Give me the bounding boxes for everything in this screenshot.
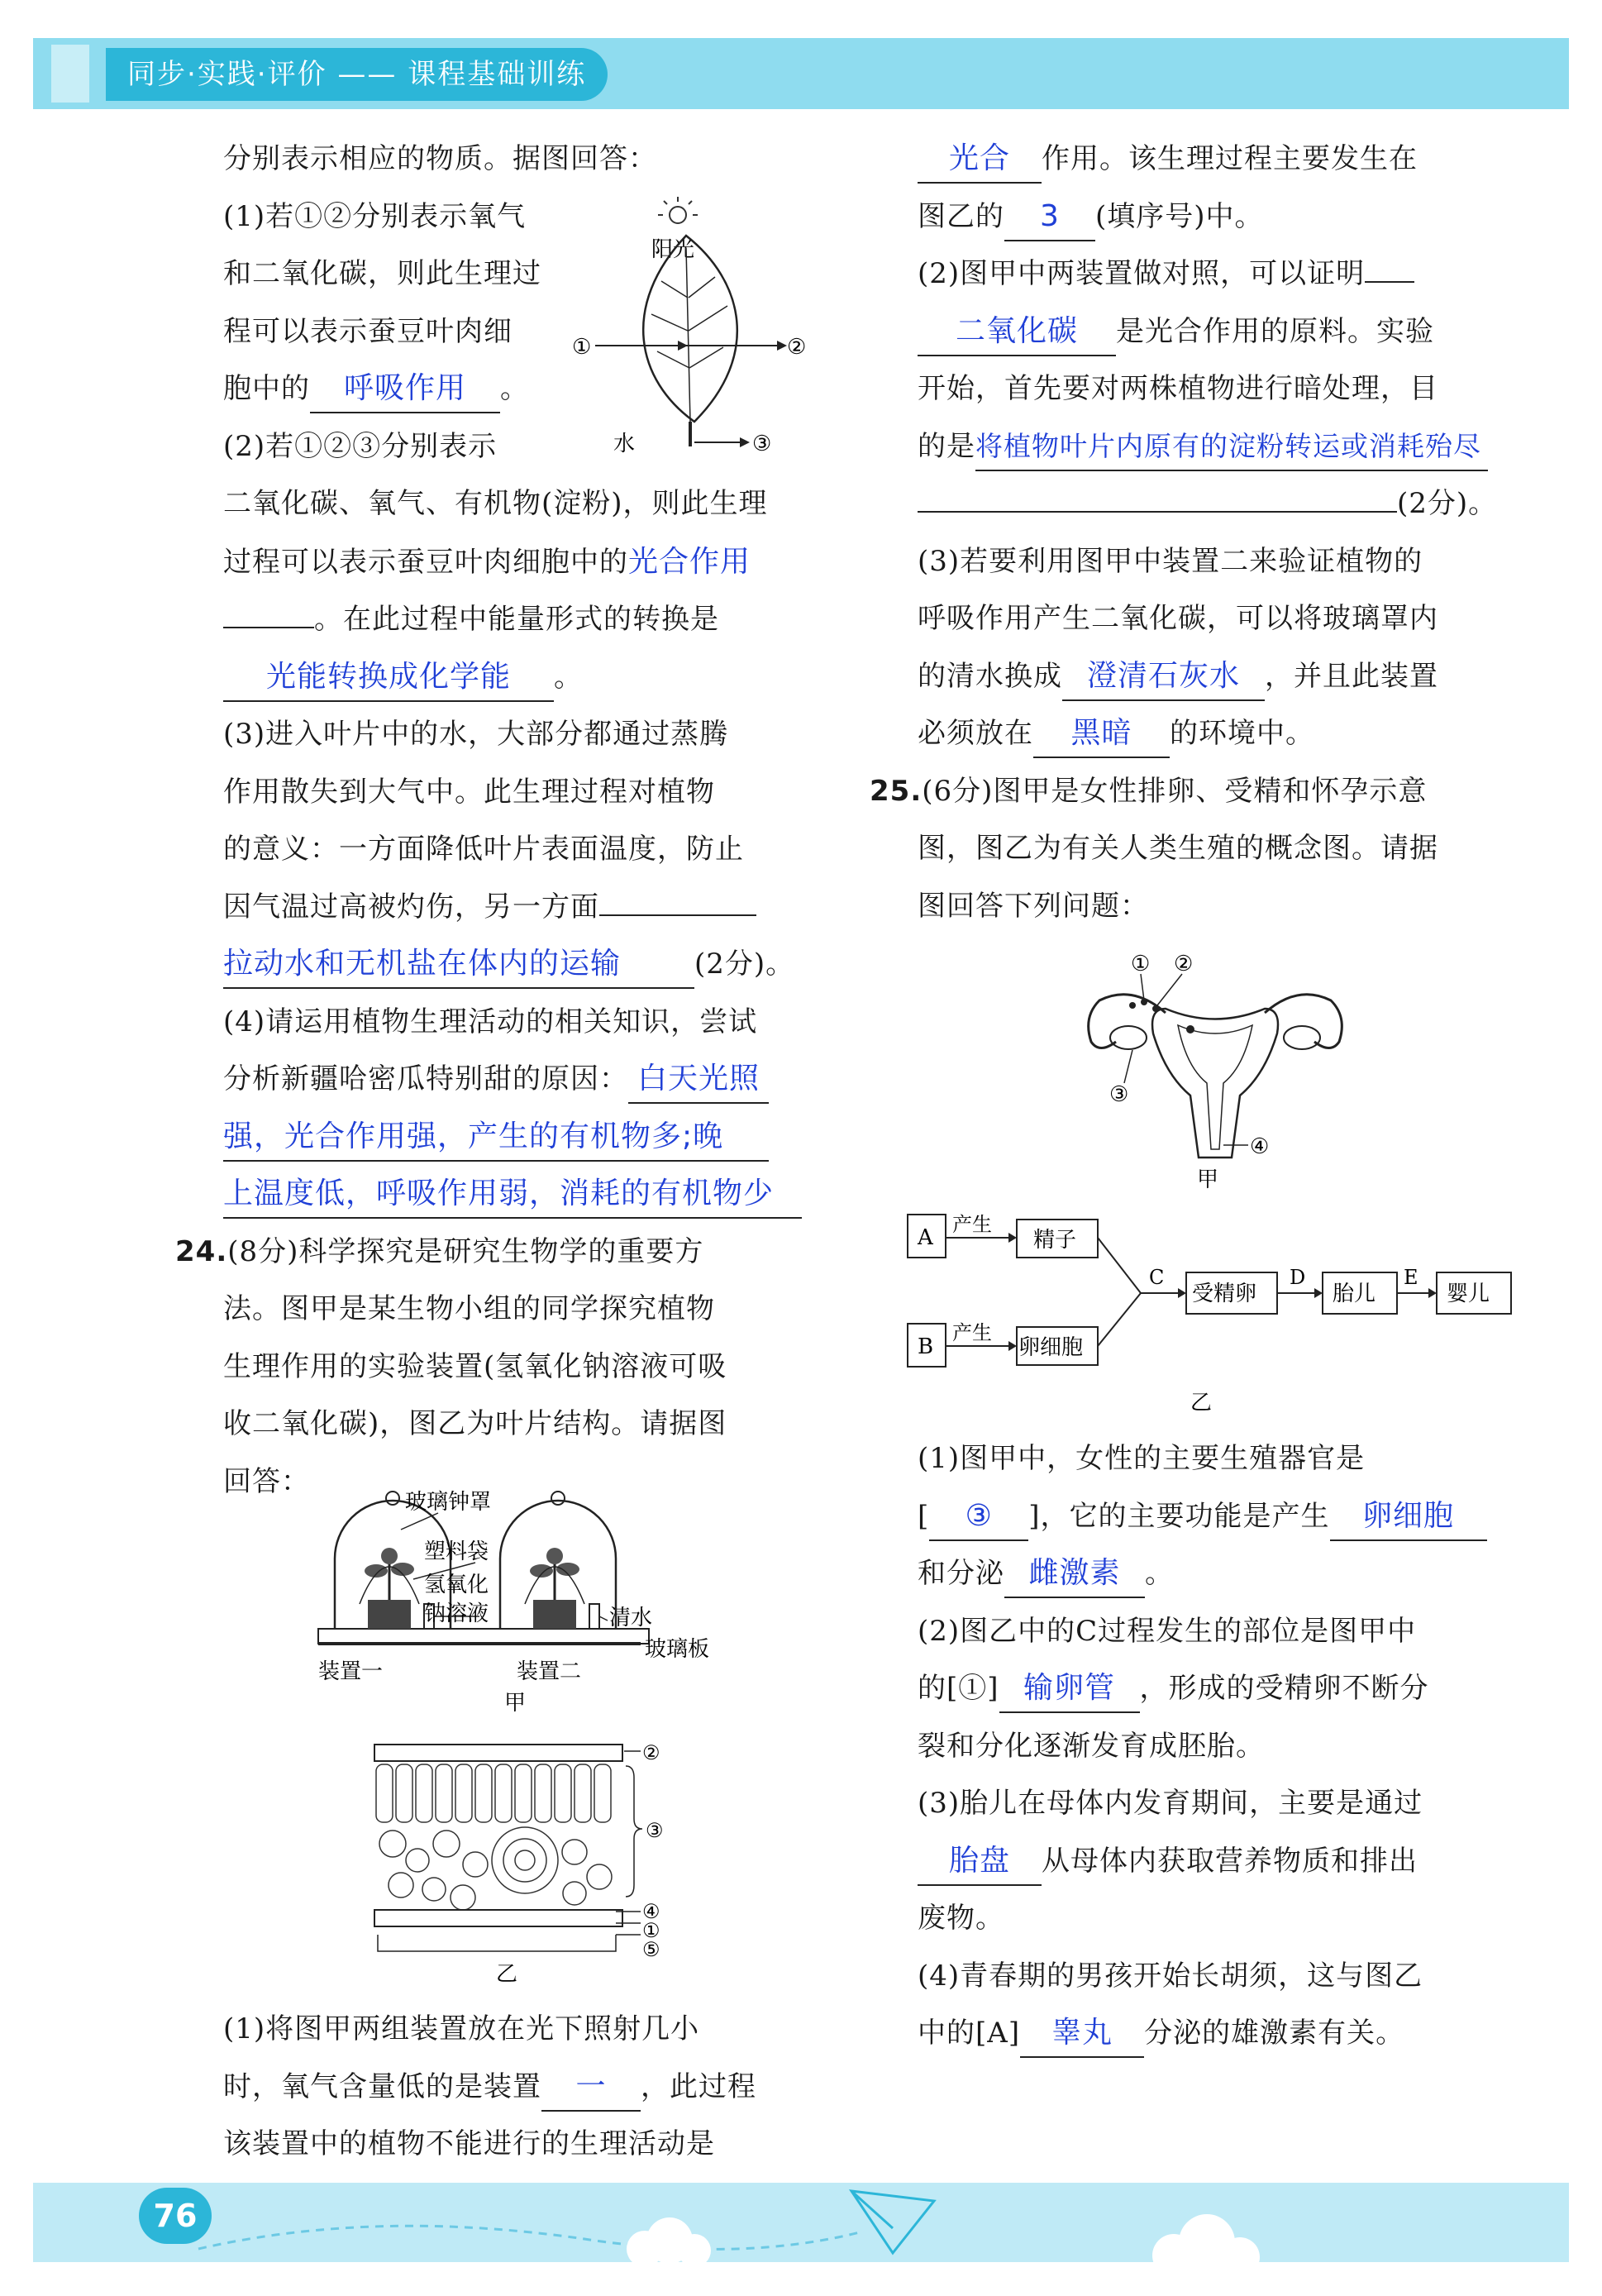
r3-text: (2)图甲中两装置做对照，可以证明 xyxy=(918,257,1366,290)
q25-1-line-b xyxy=(918,1488,1513,1546)
uterus-label-3: ③ xyxy=(1109,1082,1129,1107)
footer-decoration xyxy=(33,2183,1569,2274)
r-line-8: (3)若要利用图甲中装置二来验证植物的 xyxy=(918,544,1423,578)
q1-answer: 呼吸作用 xyxy=(310,365,500,413)
q4-answer-3: 上温度低，呼吸作用弱，消耗的有机物少 xyxy=(223,1171,802,1219)
cloud-icon xyxy=(1152,2214,1260,2274)
q24-1-line-b xyxy=(223,2059,818,2117)
r1-text: 作用。该生理过程主要发生在 xyxy=(1042,142,1418,175)
r-line-7 xyxy=(918,475,1513,533)
spongy-layer xyxy=(379,1827,612,1910)
label-device-1: 装置一 xyxy=(318,1659,384,1684)
q2-line-d xyxy=(223,591,818,649)
label-device-2: 装置二 xyxy=(517,1659,582,1684)
uterus-label-4: ④ xyxy=(1250,1134,1270,1159)
q3-line-c: 的意义：一方面降低叶片表面温度，防止 xyxy=(223,833,744,866)
r-line-11 xyxy=(918,705,1513,763)
q25-1-line-a: (1)图甲中，女性的主要生殖器官是 xyxy=(918,1442,1366,1475)
q25-1-bracket: [ xyxy=(918,1499,930,1533)
concept-d: D xyxy=(1290,1266,1306,1289)
apparatus-diagram xyxy=(310,1480,740,1720)
q24-line-c: 生理作用的实验装置(氢氧化钠溶液可吸 xyxy=(223,1349,727,1383)
r-line-1 xyxy=(918,131,1513,189)
q25-4-text: 中的[A] xyxy=(918,2017,1021,2050)
label-water: 清水 xyxy=(609,1606,653,1630)
q25-line-c: 图回答下列问题： xyxy=(918,889,1149,923)
q24-text-a: (8分)科学探究是研究生物学的重要方 xyxy=(227,1234,704,1268)
cloud-icon xyxy=(627,2217,711,2267)
q25-text-a: (6分)图甲是女性排卵、受精和怀孕示意 xyxy=(922,774,1428,808)
r-line-3 xyxy=(918,246,1513,303)
q24-1-answer: 一 xyxy=(541,2064,641,2112)
q25-number: 25. xyxy=(870,774,923,808)
q1-line-c: 程可以表示蚕豆叶肉细 xyxy=(223,314,513,348)
q25-line-a xyxy=(870,763,1513,821)
lower-epidermis xyxy=(374,1910,622,1926)
label-plate: 玻璃板 xyxy=(645,1637,710,1662)
q24-1-answer-2: 光合 xyxy=(918,136,1042,184)
r-line-9: 呼吸作用产生二氧化碳，可以将玻璃罩内 xyxy=(918,602,1438,635)
concept-fetus: 胎儿 xyxy=(1333,1282,1376,1306)
arrowhead-icon xyxy=(678,341,688,351)
q24-line-b: 法。图甲是某生物小组的同学探究植物 xyxy=(223,1292,715,1325)
q2-line-b: 二氧化碳、氧气、有机物(淀粉)，则此生理 xyxy=(223,487,768,520)
q25-2-text: 的[①] xyxy=(918,1672,999,1705)
q24-line-a xyxy=(175,1224,818,1282)
q1-period: 。 xyxy=(500,372,529,405)
q25-2-line-c: 裂和分化逐渐发育成胚胎。 xyxy=(918,1729,1265,1763)
concept-zygote: 受精卵 xyxy=(1192,1282,1257,1306)
q3-line-b: 作用散失到大气中。此生理过程对植物 xyxy=(223,775,715,809)
label-naoh-1: 氢氧化 xyxy=(424,1573,489,1597)
q3-line-d xyxy=(223,879,818,937)
uterus-label-1: ① xyxy=(1131,952,1151,976)
q3-line-a: (3)进入叶片中的水，大部分都通过蒸腾 xyxy=(223,718,729,751)
q24-1-answer-3: 3 xyxy=(1004,193,1095,241)
q2-blank-tail xyxy=(223,627,314,628)
q25-4-text-post: 分泌的雄激素有关。 xyxy=(1144,2017,1405,2050)
caption-yi-left: 乙 xyxy=(496,1962,518,1984)
q4-line-b xyxy=(223,1051,818,1109)
q4-line-a: (4)请运用植物生理活动的相关知识，尝试 xyxy=(223,1005,758,1038)
r10-text-post: ，并且此装置 xyxy=(1265,659,1438,693)
q3-text: 因气温过高被灼伤，另一方面 xyxy=(223,890,599,924)
concept-sperm: 精子 xyxy=(1033,1228,1077,1253)
q24-1-line-a: (1)将图甲两组装置放在光下照射几小 xyxy=(223,2012,700,2045)
label-bag: 塑料袋 xyxy=(424,1539,489,1564)
q2-line-c xyxy=(223,533,818,592)
section-label-3: ③ xyxy=(646,1819,664,1842)
q25-4-line-a: (4)青春期的男孩开始长胡须，这与图乙 xyxy=(918,1959,1423,1993)
q25-line-b: 图，图乙为有关人类生殖的概念图。请据 xyxy=(918,832,1438,865)
caption-yi-right: 乙 xyxy=(1190,1391,1213,1415)
page-number: 76 xyxy=(139,2188,212,2244)
q25-1-line-c xyxy=(918,1545,1513,1603)
q25-1-answer-1: ③ xyxy=(929,1493,1028,1541)
r7-score: (2分)。 xyxy=(1397,487,1498,520)
glass-plate xyxy=(318,1629,649,1644)
r-line-4 xyxy=(918,303,1513,361)
plant-2 xyxy=(525,1548,584,1629)
q4-answer-2: 强，光合作用强，产生的有机物多;晚 xyxy=(223,1114,769,1162)
r11-text: 必须放在 xyxy=(918,717,1033,750)
r-line-5: 开始，首先要对两株植物进行暗处理，目 xyxy=(918,372,1438,405)
q25-2-line-b xyxy=(918,1660,1513,1718)
header-tab xyxy=(51,45,89,103)
concept-label-b: B xyxy=(918,1334,934,1359)
leaf-label-1: ① xyxy=(572,335,592,360)
header-title: 同步·实践·评价 —— 课程基础训练 xyxy=(106,48,608,101)
r10-text: 的清水换成 xyxy=(918,659,1062,693)
q2-answer-1: 光合作用 xyxy=(628,544,751,579)
left-column-bottom xyxy=(223,2001,818,2174)
section-label-5: ⑤ xyxy=(642,1938,660,1961)
palisade-layer xyxy=(376,1764,611,1822)
r7-blank xyxy=(918,511,1397,513)
q25-3-answer: 胎盘 xyxy=(918,1838,1042,1886)
r3-blank xyxy=(1365,281,1414,283)
concept-egg: 卵细胞 xyxy=(1018,1335,1084,1360)
q4-answer-1: 白天光照 xyxy=(628,1056,769,1104)
q24-2-answer: 二氧化碳 xyxy=(918,308,1116,356)
label-naoh-2: 钠溶液 xyxy=(424,1601,489,1626)
leaf-label-3: ③ xyxy=(752,432,772,456)
q4-line-c xyxy=(223,1109,818,1167)
q25-2-line-a: (2)图乙中的C过程发生的部位是图甲中 xyxy=(918,1614,1417,1648)
q25-1-text-2: 和分泌 xyxy=(918,1557,1004,1590)
leaf-label-2: ② xyxy=(787,335,807,360)
q25-1-text: ]，它的主要功能是产生 xyxy=(1028,1499,1330,1533)
concept-baby: 婴儿 xyxy=(1447,1282,1490,1306)
concept-c: C xyxy=(1149,1266,1165,1289)
q25-3-line-c: 废物。 xyxy=(918,1902,1004,1935)
oviduct-right xyxy=(1265,995,1342,1048)
q24-3-answer-2: 黑暗 xyxy=(1033,710,1170,758)
q2-period: 。 xyxy=(554,660,583,694)
ovary-right xyxy=(1284,1026,1320,1049)
q25-1-answer-2: 卵细胞 xyxy=(1330,1493,1487,1541)
q2-text: 过程可以表示蚕豆叶肉细胞中的 xyxy=(223,545,628,579)
caption-jia-right: 甲 xyxy=(1197,1167,1219,1191)
beaker-water xyxy=(589,1604,599,1629)
concept-e: E xyxy=(1404,1266,1418,1289)
q24-2-purpose-answer: 将植物叶片内原有的淀粉转运或消耗殆尽 xyxy=(975,423,1488,471)
q24-number: 24. xyxy=(175,1234,228,1268)
q24-1-text-post: ，此过程 xyxy=(641,2069,756,2103)
q25-2-text-post: ，形成的受精卵不断分 xyxy=(1139,1672,1429,1705)
q25-1-period: 。 xyxy=(1145,1557,1174,1590)
q25-4-answer: 睾丸 xyxy=(1020,2010,1144,2058)
r11-text-post: 的环境中。 xyxy=(1170,717,1314,750)
q3-line-e xyxy=(223,936,818,994)
arrowhead-icon xyxy=(777,341,787,351)
q24-3-answer-1: 澄清石灰水 xyxy=(1062,653,1265,701)
q25-3-text: 从母体内获取营养物质和排出 xyxy=(1042,1844,1418,1878)
label-bell-jar: 玻璃钟罩 xyxy=(405,1490,492,1515)
paper-plane-icon xyxy=(851,2191,934,2253)
q3-score: (2分)。 xyxy=(694,948,795,981)
reproductive-system-diagram xyxy=(1075,951,1356,1191)
q3-blank-head xyxy=(599,914,756,916)
q1-line-a: (1)若①②分别表示氧气 xyxy=(223,199,527,233)
caption-jia: 甲 xyxy=(504,1691,527,1716)
q2-energy-text: 。在此过程中能量形式的转换是 xyxy=(314,603,719,636)
q2-answer-2: 光能转换成化学能 xyxy=(223,654,554,702)
concept-produce-2: 产生 xyxy=(952,1321,992,1344)
right-column-top xyxy=(870,131,1513,935)
uterus-label-2: ② xyxy=(1174,952,1194,976)
r-line-2 xyxy=(918,189,1513,246)
concept-produce-1: 产生 xyxy=(952,1213,992,1236)
q1-text: 胞中的 xyxy=(223,372,310,405)
sun-label: 阳光 xyxy=(651,237,695,262)
q4-line-d xyxy=(223,1166,818,1224)
q25-1-answer-3: 雌激素 xyxy=(1004,1550,1145,1598)
q24-line-e: 回答： xyxy=(223,1464,310,1498)
concept-map-diagram xyxy=(901,1203,1529,1422)
sun-icon xyxy=(658,197,698,223)
q24-line-d: 收二氧化碳)，图乙为叶片结构。请据图 xyxy=(223,1407,727,1440)
q2-line-e xyxy=(223,649,818,707)
q24-1-line-c: 该装置中的植物不能进行的生理活动是 xyxy=(223,2127,715,2160)
leaf-diagram xyxy=(570,190,818,471)
intro-line: 分别表示相应的物质。据图回答： xyxy=(223,142,657,175)
r4-text: 是光合作用的原料。实验 xyxy=(1116,314,1434,348)
q2-line-a: (2)若①②③分别表示 xyxy=(223,429,498,463)
q24-1-text: 时，氧气含量低的是装置 xyxy=(223,2069,541,2103)
concept-label-a: A xyxy=(918,1225,933,1250)
section-label-4: ④ xyxy=(642,1900,660,1923)
q4-text: 分析新疆哈密瓜特别甜的原因： xyxy=(223,1062,628,1095)
section-label-2: ② xyxy=(642,1741,660,1764)
ovary-left xyxy=(1110,1026,1147,1049)
q1-line-b: 和二氧化碳，则此生理过 xyxy=(223,257,541,290)
section-label-1: ① xyxy=(642,1919,660,1942)
water-label: 水 xyxy=(613,432,636,456)
left-column-main xyxy=(175,475,818,1511)
arrowhead-icon xyxy=(740,437,750,447)
r2-text-post: (填序号)中。 xyxy=(1095,199,1264,233)
oviduct-left xyxy=(1089,995,1166,1048)
q25-2-answer: 输卵管 xyxy=(999,1665,1140,1713)
q3-answer: 拉动水和无机盐在体内的运输 xyxy=(223,941,694,989)
q25-3-line-b xyxy=(918,1833,1513,1891)
right-column-bottom xyxy=(918,1430,1513,2063)
q25-3-line-a: (3)胎儿在母体内发育期间，主要是通过 xyxy=(918,1787,1423,1820)
leaf-outline xyxy=(643,236,737,422)
r6-text: 的是 xyxy=(918,429,975,463)
r2-text: 图乙的 xyxy=(918,199,1004,233)
q25-4-line-b xyxy=(918,2005,1513,2063)
upper-epidermis xyxy=(374,1745,622,1761)
leaf-section-diagram xyxy=(368,1736,682,1984)
r-line-6 xyxy=(918,418,1513,476)
plant-1 xyxy=(360,1548,419,1629)
r-line-10 xyxy=(918,648,1513,706)
